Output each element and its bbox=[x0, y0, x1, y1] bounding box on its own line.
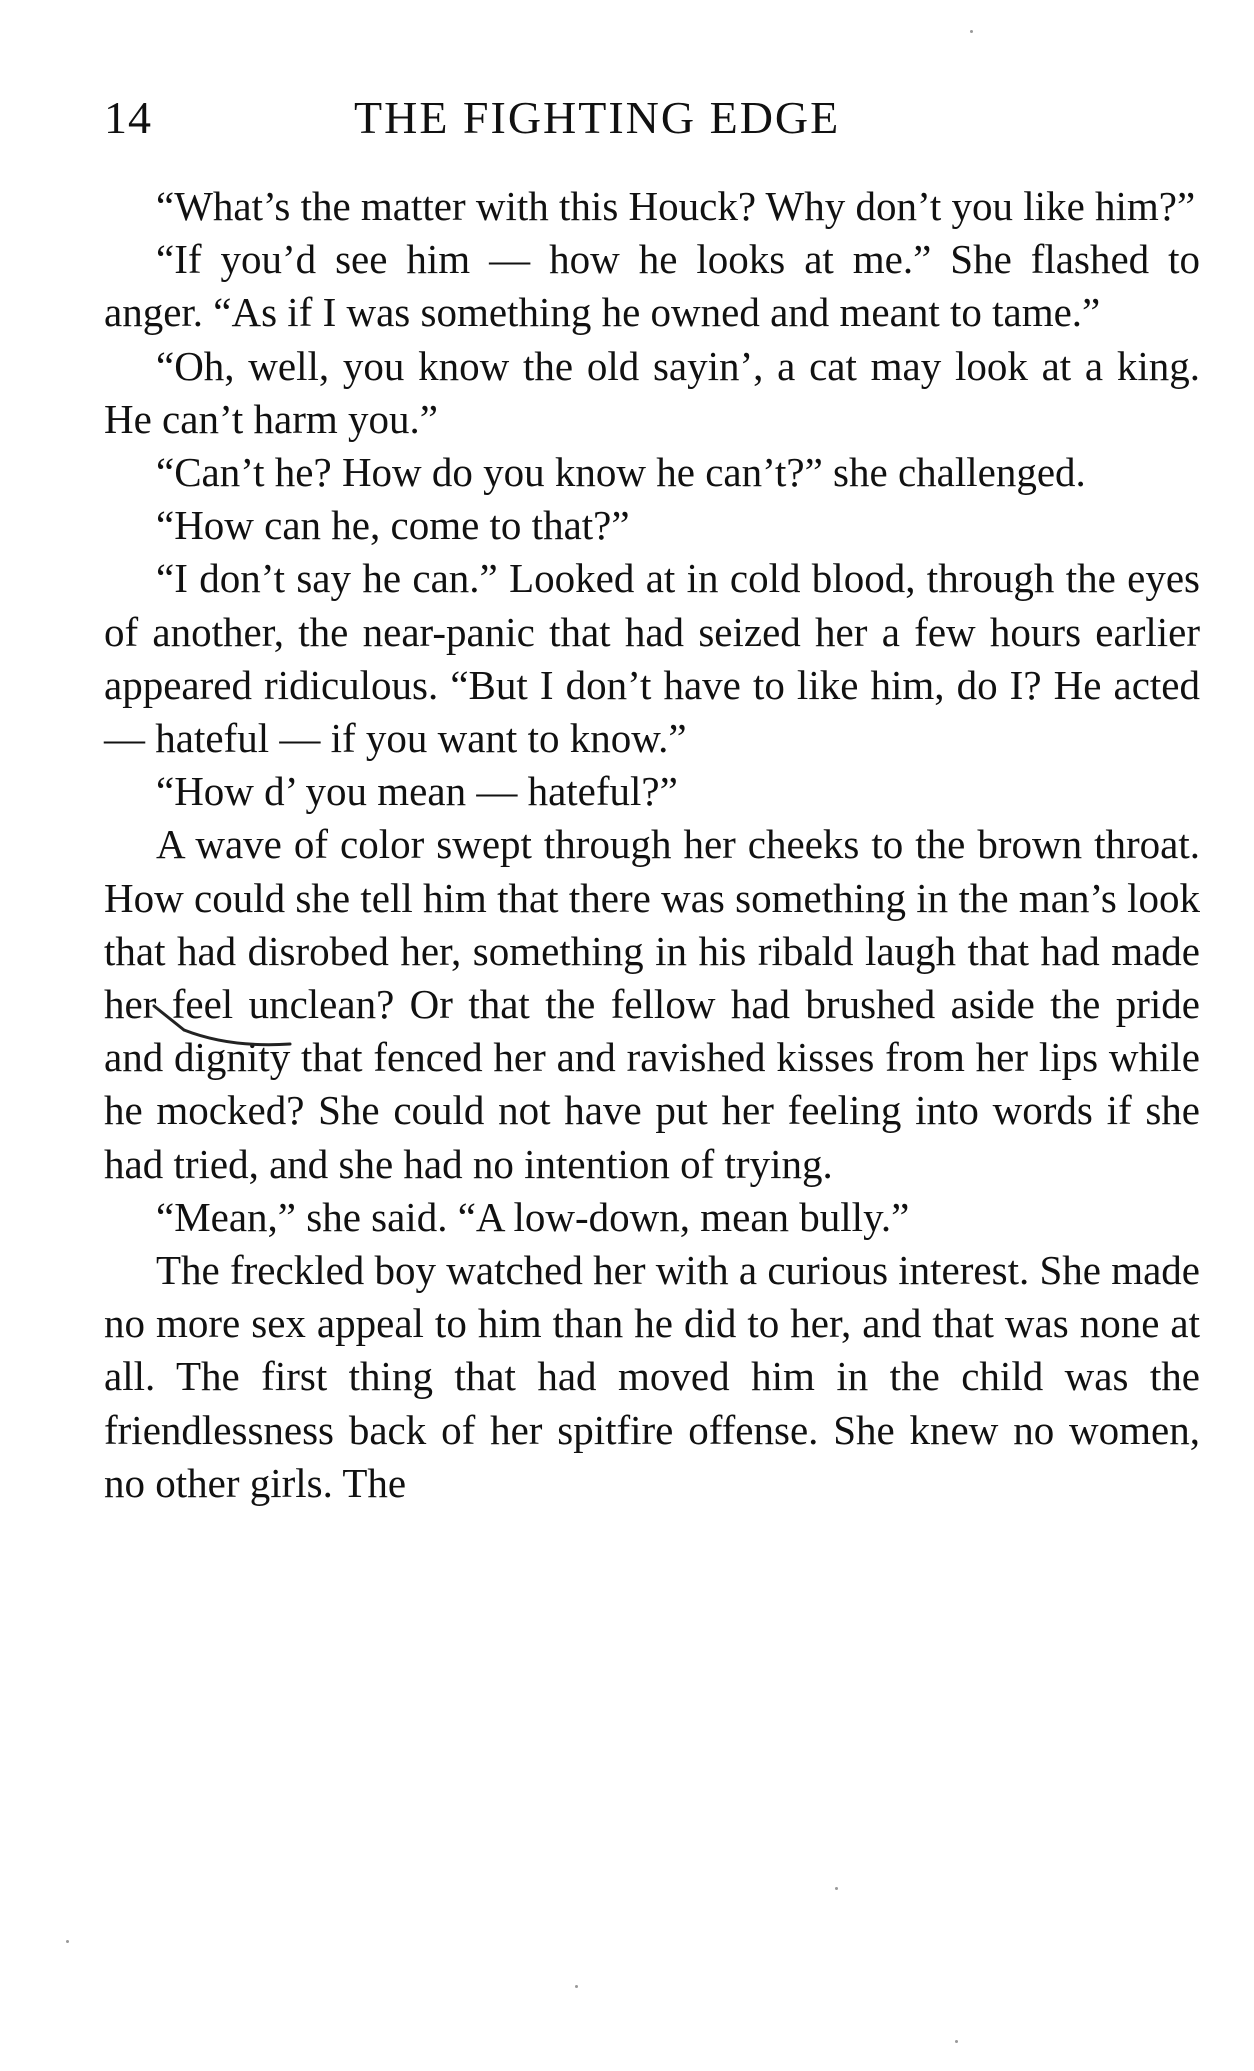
running-head bbox=[104, 88, 1204, 148]
page-number: 14 bbox=[104, 92, 152, 143]
paragraph: “What’s the matter with this Houck? Why don’t you like him?” bbox=[156, 183, 1196, 229]
paper-speck bbox=[970, 30, 973, 33]
paragraph: “Oh, well, you know the old sayin’, a cat may look at a king. He can’t harm you.” bbox=[104, 342, 1200, 442]
paragraph: “I don’t say he can.” Looked at in cold blood, through the eyes of another, the near-panic that had seized her a few hours earlier appeared ridiculous. “But I don’t have to like him, do I? He acted — hateful — if you want to know.” bbox=[104, 555, 1200, 762]
running-title: THE FIGHTING EDGE bbox=[354, 92, 841, 143]
paragraph: A wave of color swept through her cheeks to the brown throat. How could she tell him that there was something in the man’s look that had disrobed her, something in his ribald laugh that had made her feel unclean? Or that the fellow had brushed aside the pride and dignity that fenced her and ravished kisses from her lips while he mocked? She could not have put her feeling into words if she had tried, and she had no intention of trying. bbox=[104, 821, 1200, 1187]
paragraph: “If you’d see him — how he looks at me.” She flashed to anger. “As if I was something he owned and meant to tame.” bbox=[104, 236, 1200, 336]
body-text bbox=[104, 180, 1200, 1510]
paper-speck bbox=[575, 1985, 578, 1988]
paragraph: The freckled boy watched her with a curious interest. She made no more sex appeal to him than he did to her, and that was none at all. The first thing that had moved him in the child was the friendlessness back of her spitfire offense. She knew no women, no other girls. The bbox=[104, 1247, 1200, 1506]
paragraph: “How d’ you mean — hateful?” bbox=[156, 768, 678, 815]
paragraph: “Mean,” she said. “A low-down, mean bully.” bbox=[156, 1193, 910, 1240]
paragraph: “How can he, come to that?” bbox=[156, 502, 630, 549]
paper-speck bbox=[835, 1887, 838, 1890]
paper-speck bbox=[955, 2040, 958, 2043]
paragraph: “Can’t he? How do you know he can’t?” she challenged. bbox=[156, 449, 1086, 496]
paper-speck bbox=[66, 1940, 69, 1943]
